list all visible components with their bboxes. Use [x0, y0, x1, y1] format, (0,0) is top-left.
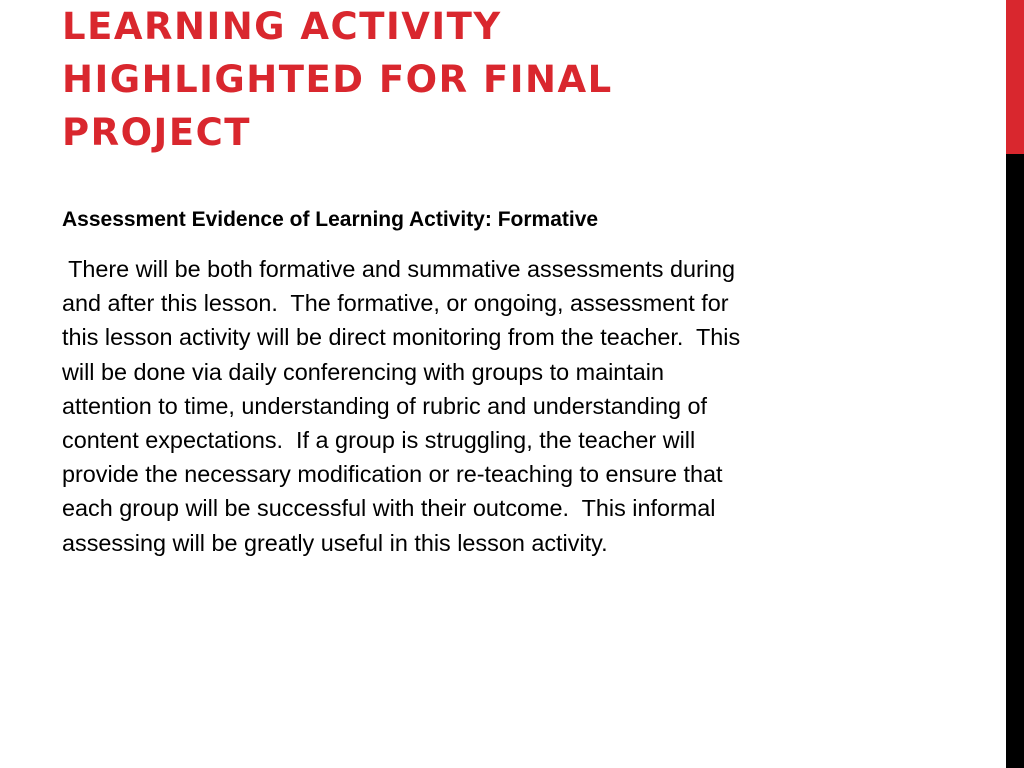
- accent-bar-bottom: [1006, 154, 1024, 768]
- body-line: will be done via daily conferencing with groups to maintain: [62, 358, 665, 385]
- body-line: There will be both formative and summative assessments during: [62, 256, 736, 282]
- slide-title-line-3: PROJECT: [62, 111, 251, 154]
- accent-bar-top: [1006, 0, 1024, 154]
- slide-body-paragraph: [62, 252, 962, 560]
- slide-subheading: Assessment Evidence of Learning Activity: Formative: [62, 208, 599, 231]
- body-line: this lesson activity will be direct monitoring from the teacher. This: [62, 324, 741, 351]
- body-line: provide the necessary modification or re-teaching to ensure that: [62, 461, 723, 488]
- body-line: each group will be successful with their outcome. This informal: [62, 495, 716, 522]
- slide-title-line-2: HIGHLIGHTED FOR FINAL: [62, 58, 613, 101]
- body-line: content expectations. If a group is struggling, the teacher will: [62, 427, 696, 454]
- slide-title-line-1: LEARNING ACTIVITY: [62, 5, 502, 48]
- slide-title: [62, 0, 942, 159]
- body-line: and after this lesson. The formative, or ongoing, assessment for: [62, 290, 729, 317]
- body-line: attention to time, understanding of rubric and understanding of: [62, 392, 707, 419]
- body-line: assessing will be greatly useful in this lesson activity.: [62, 529, 608, 556]
